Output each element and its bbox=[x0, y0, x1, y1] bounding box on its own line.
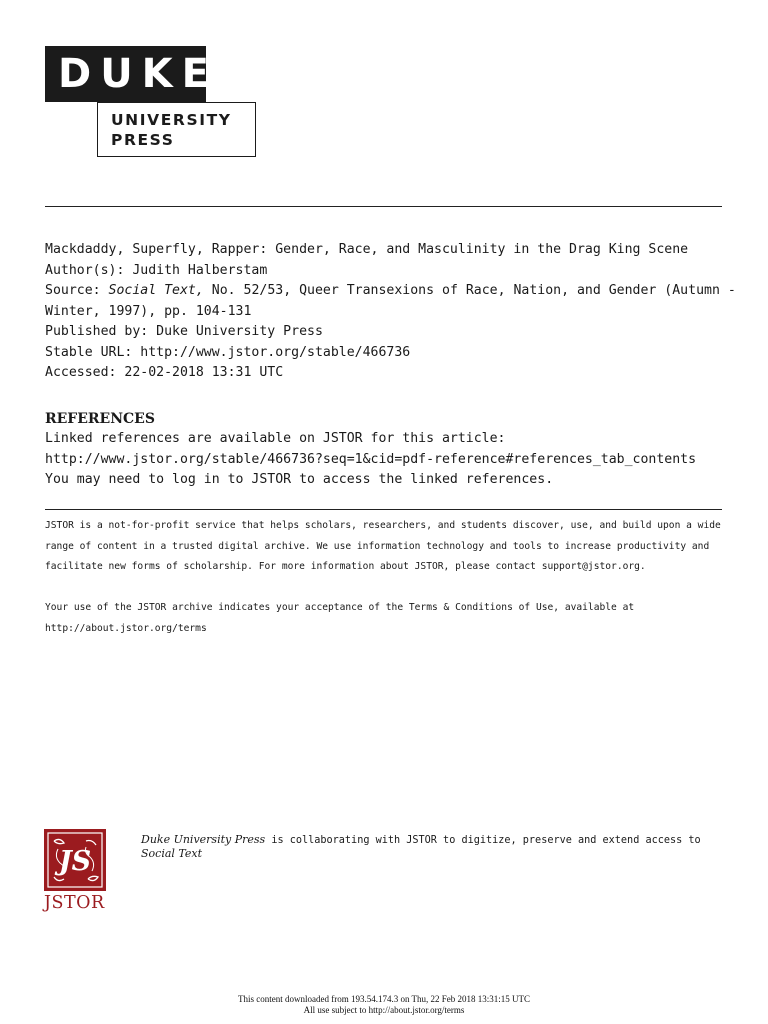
references-heading: REFERENCES bbox=[45, 411, 155, 427]
article-title: Mackdaddy, Superfly, Rapper: Gender, Race, and Masculinity in the Drag King Scene bbox=[45, 242, 689, 257]
jstor-about-section bbox=[45, 516, 735, 640]
collab-publisher: Duke University Press bbox=[141, 833, 266, 846]
collab-line2 bbox=[141, 847, 741, 861]
about-line: JSTOR is a not-for-profit service that helps scholars, researchers, and students discover, use, and build upon a wide bbox=[45, 520, 721, 531]
references-login-note: You may need to log in to JSTOR to access the linked references. bbox=[45, 472, 554, 487]
download-footer bbox=[0, 994, 768, 1015]
jstor-emblem-letters: JS bbox=[58, 846, 92, 877]
source-journal: Social Text, bbox=[108, 283, 204, 298]
references-intro: Linked references are available on JSTOR for this article: bbox=[45, 431, 506, 446]
about-line: range of content in a trusted digital archive. We use information technology and tools to increase productivity and bbox=[45, 540, 710, 552]
jstor-logo bbox=[44, 829, 108, 913]
article-publisher: Published by: Duke University Press bbox=[45, 324, 323, 339]
references-section bbox=[45, 409, 735, 491]
source-details: No. 52/53, Queer Transexions of Race, Nation, and Gender (Autumn - bbox=[203, 283, 736, 298]
logo-duke-wordmark: DUKE bbox=[45, 46, 206, 102]
article-accessed: Accessed: 22-02-2018 13:31 UTC bbox=[45, 365, 284, 380]
jstor-wordmark: JSTOR bbox=[44, 893, 105, 913]
source-prefix: Source: bbox=[45, 283, 109, 298]
article-authors: Author(s): Judith Halberstam bbox=[45, 262, 268, 278]
paragraph-gap bbox=[45, 578, 735, 599]
about-line: facilitate new forms of scholarship. For more information about JSTOR, please contact support@jstor.org. bbox=[45, 561, 646, 573]
article-metadata bbox=[45, 240, 735, 384]
logo-line-university: UNIVERSITY bbox=[111, 111, 232, 129]
middle-divider bbox=[45, 509, 722, 510]
collab-line1 bbox=[141, 833, 741, 847]
jstor-emblem-icon bbox=[44, 829, 106, 891]
terms-link[interactable]: http://about.jstor.org/terms bbox=[45, 622, 207, 634]
references-url-link[interactable]: http://www.jstor.org/stable/466736?seq=1&cid=pdf-reference#references_tab_contents bbox=[45, 451, 697, 467]
article-source-line2: Winter, 1997), pp. 104-131 bbox=[45, 303, 252, 319]
terms-line: Your use of the JSTOR archive indicates your acceptance of the Terms & Conditions of Use, available at bbox=[45, 602, 635, 614]
collaboration-statement bbox=[141, 833, 741, 861]
top-divider bbox=[45, 206, 722, 207]
logo-line-press: PRESS bbox=[111, 131, 175, 149]
footer-terms: All use subject to http://about.jstor.org/terms bbox=[303, 1004, 465, 1015]
article-source bbox=[45, 281, 735, 302]
footer-download-info: This content downloaded from 193.54.174.3 on Thu, 22 Feb 2018 13:31:15 UTC bbox=[237, 994, 531, 1004]
collab-text: is collaborating with JSTOR to digitize, preserve and extend access to bbox=[265, 835, 701, 846]
article-stable-url[interactable]: Stable URL: http://www.jstor.org/stable/466736 bbox=[45, 344, 411, 360]
logo-university-press-box bbox=[97, 102, 256, 157]
collab-journal: Social Text bbox=[141, 847, 203, 860]
